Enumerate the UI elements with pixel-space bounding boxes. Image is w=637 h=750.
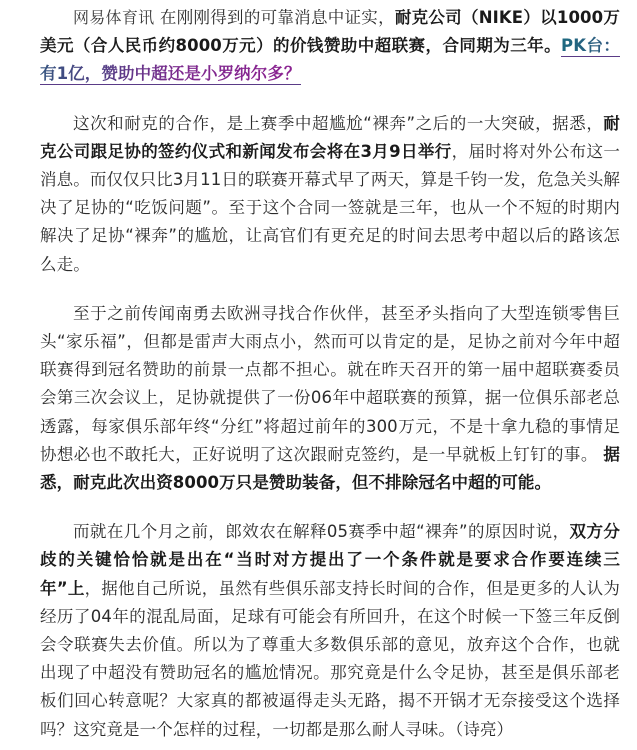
paragraph-4-text-b: ，据他自己所说，虽然有些俱乐部支持长时间的合作，但是更多的人认为经历了04年的混乱局面，足球有可能会有所回升，在这个时候一下签三年反倒会令联赛失去价值。所以为了尊重大多数俱乐部的意见，放弃这个合作，也就出现了中超没有赞助冠名的尴尬情况。那究竟是什么令足协，甚至是俱乐部老板们回心转意呢？大家真的都被逼得走头无路，揭不开锅才无奈接受这个选择吗？这究竟是一个怎样的过程，一切都是那么耐人寻味。（诗亮） [40, 578, 620, 739]
article-paragraph-4 [40, 518, 620, 744]
paragraph-4-bold-a: 双方分歧的关键恰恰就是出在“当时对方提出了一个条件就是要求合作要连续三年”上 [40, 522, 620, 598]
news-agency-credit: 网易体育讯 [73, 8, 155, 27]
paragraph-1-bold-a: 耐克公司（NIKE）以1000万美元（合人民币约8000万元）的价钱赞助中超联赛，合同期为三年。 [40, 8, 620, 56]
pk-platform-link-label: PK台：有1亿，赞助中超还是小罗纳尔多？ [40, 36, 621, 84]
paragraph-4-text-a: 而就在几个月之前，郎效农在解释05赛季中超“裸奔”的原因时说， [73, 522, 570, 542]
paragraph-2-bold-a: 耐克公司跟足协的签约仪式和新闻发布会将在3月9日举行 [40, 113, 620, 161]
article-paragraph-1 [40, 4, 620, 89]
paragraph-3-bold-a: 据悉，耐克此次出资8000万只是赞助装备，但不排除冠名中超的可能。 [40, 444, 620, 493]
paragraph-1-text-a: 在刚刚得到的可靠消息中证实， [154, 8, 395, 27]
article-paragraph-3 [40, 300, 620, 497]
paragraph-2-text-a: 这次和耐克的合作，是上赛季中超尴尬“裸奔”之后的一大突破，据悉， [73, 113, 604, 133]
paragraph-3-text-a: 至于之前传闻南勇去欧洲寻找合作伙伴，甚至矛头指向了大型连锁零售巨头“家乐福”，但都是雷声大雨点小，然而可以肯定的是，足协之前对今年中超联赛得到冠名赞助的前景一点都不担心。就在昨天召开的第一届中超联赛委员会第三次会议上，足协就提供了一份06年中超联赛的预算，据一位俱乐部老总透露，每家俱乐部年终“分红”将超过前年的300万元，不是十拿九稳的事情足协想必也不敢托大，正好说明了这次跟耐克签约，是一早就板上钉钉的事。 [40, 303, 620, 464]
article-paragraph-2 [40, 110, 620, 279]
paragraph-2-text-b: ，届时将对外公布这一消息。而仅仅只比3月11日的联赛开幕式早了两天，算是千钧一发，危急关头解决了足协的“吃饭问题”。至于这个合同一签就是三年，也从一个不短的时期内解决了足协“裸奔”的尴尬，让高官们有更充足的时间去思考中超以后的路该怎么走。 [40, 141, 620, 274]
